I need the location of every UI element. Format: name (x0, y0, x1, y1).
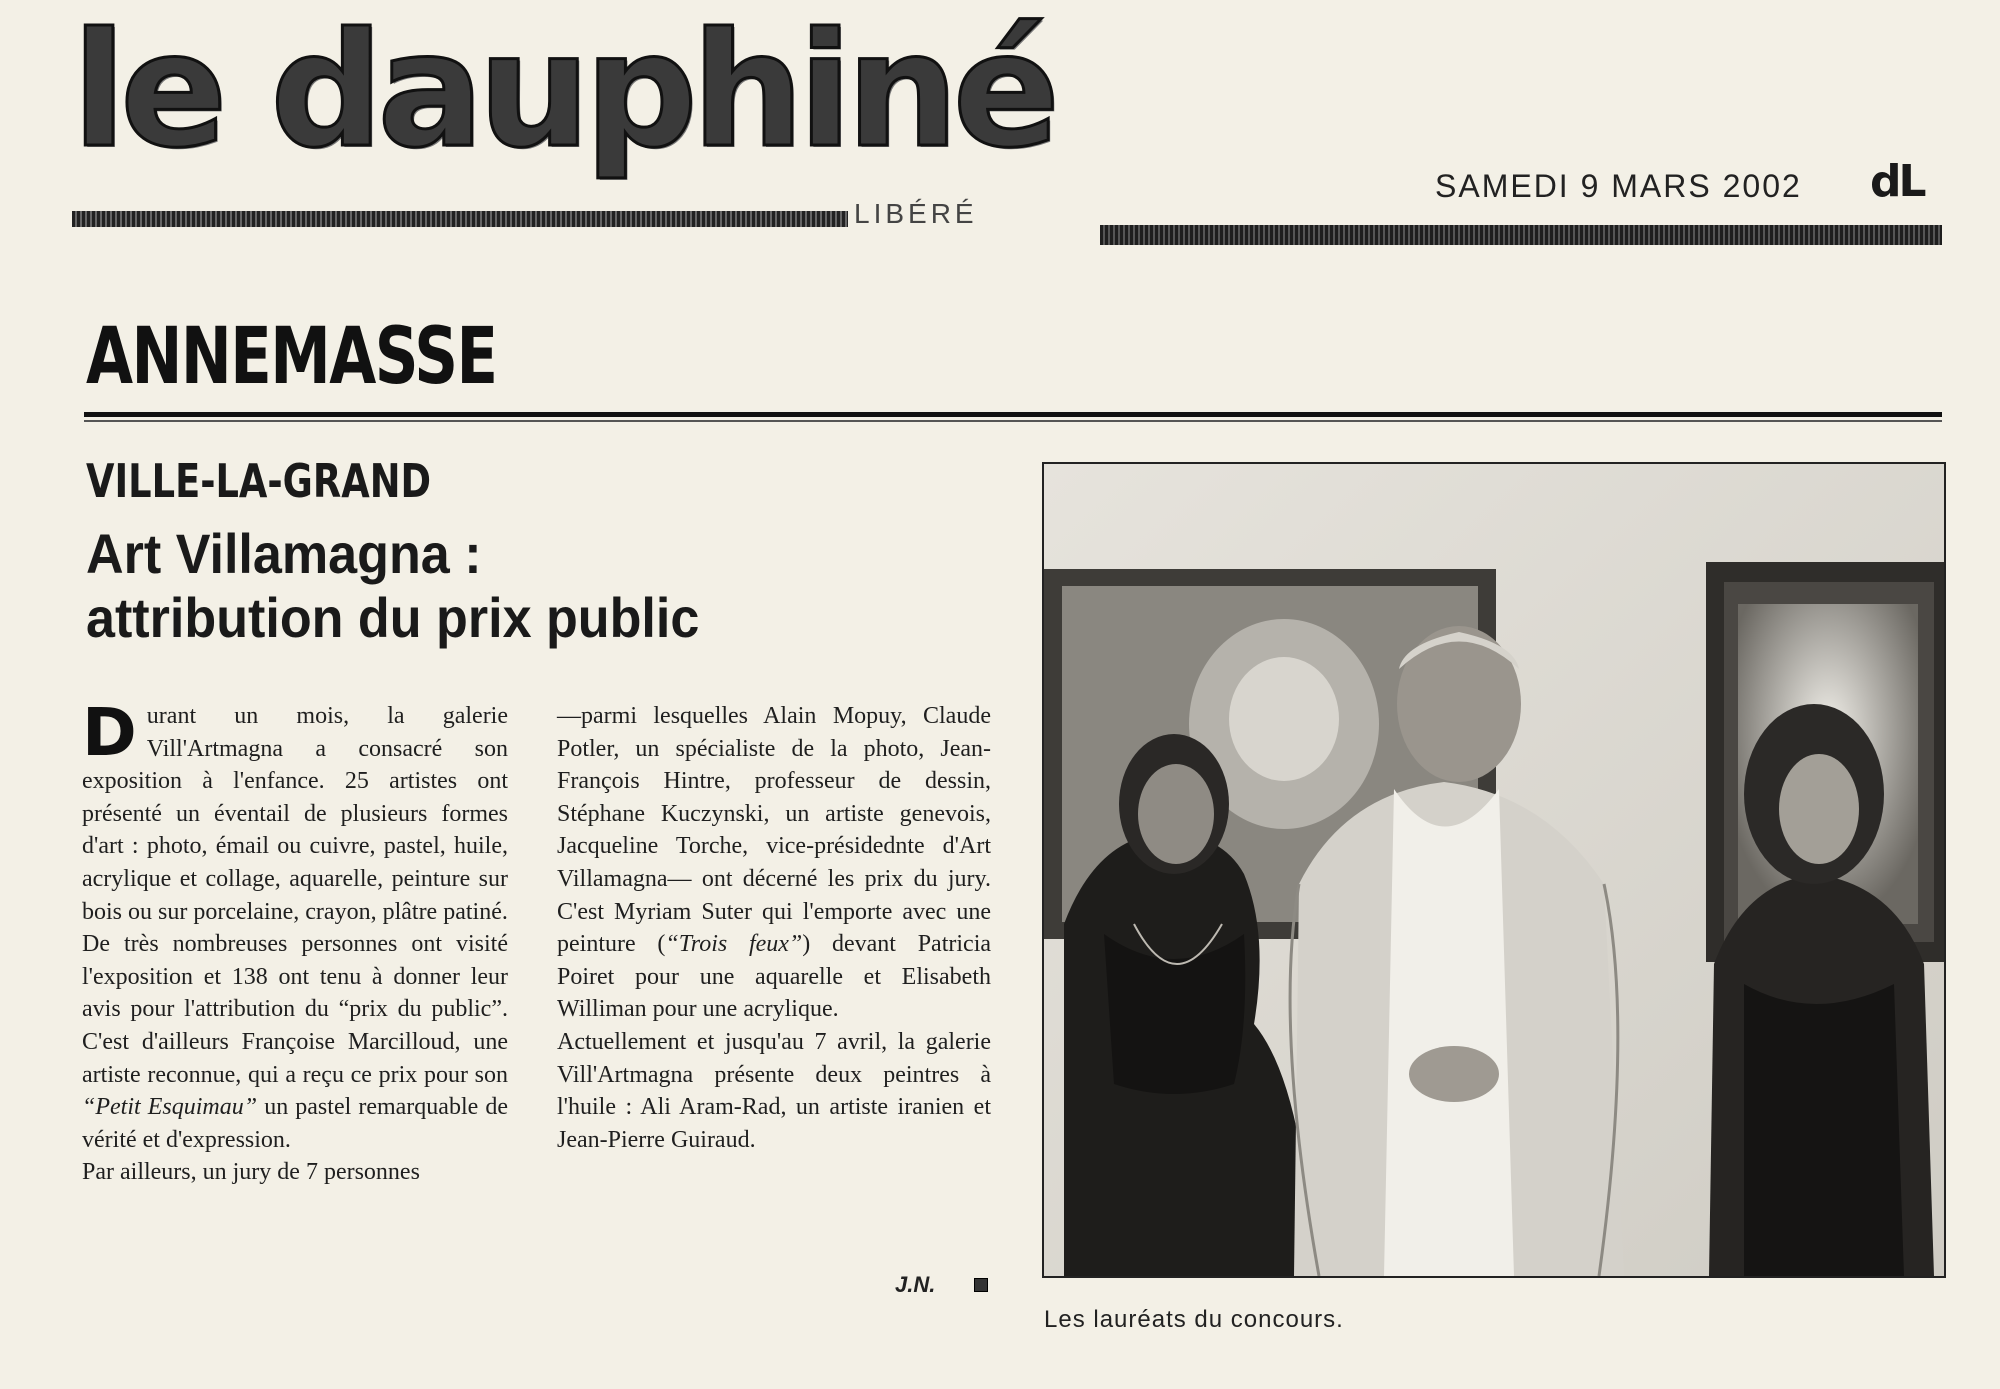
masthead-subtitle: LIBÉRÉ (848, 200, 984, 228)
paragraph-3: Par ailleurs, un jury de 7 personnes (82, 1159, 420, 1186)
section-rule-thin (84, 420, 1942, 422)
section-rule (84, 412, 1942, 417)
article-kicker: VILLE-LA-GRAND (86, 454, 432, 508)
masthead-logo: le dauphiné (72, 0, 1054, 183)
photo-caption: Les lauréats du concours. (1044, 1306, 1344, 1333)
masthead-rule-left (72, 211, 922, 227)
issue-date: SAMEDI 9 MARS 2002 (1435, 168, 1802, 204)
section-title: ANNEMASSE (86, 312, 497, 402)
article-column-2 (557, 700, 991, 1156)
article-column-1 (82, 694, 509, 1189)
headline-line-2: attribution du prix public (86, 586, 700, 649)
paragraph-2: De très nombreuses personnes ont visité l'exposition et 138 ont tenu à donner leur avis pour l'attribution du “prix du public”. C'est d'ailleurs Françoise Marcilloud, une artiste reconnue, qui a reçu ce prix pour son “Petit Esquimau” un pastel remarquable de vérité et d'expression. (82, 931, 509, 1153)
paragraph-1: Durant un mois, la galerie Vill'Artmagna a consacré son exposition à l'enfance. 25 artistes ont présenté un éventail de plusieurs formes d'art : photo, émail ou cuivre, pastel, huile, acrylique et collage, aquarelle, peinture sur bois ou sur porcelaine, crayon, plâtre patiné. (82, 694, 508, 925)
article-photo (1042, 462, 1946, 1278)
photo-illustration (1044, 464, 1944, 1276)
article-headline (86, 522, 699, 650)
paragraph-5: Actuellement et jusqu'au 7 avril, la galerie Vill'Artmagna présente deux peintres à l'huile : Ali Aram-Rad, un artiste iranien et Jean-Pierre Guiraud. (557, 1028, 991, 1153)
dl-logo: dL (1870, 156, 1924, 207)
end-mark (974, 1278, 988, 1292)
article-signature: J.N. (895, 1272, 936, 1297)
headline-line-1: Art Villamagna : (86, 522, 482, 585)
masthead-rule-right (1100, 225, 1942, 245)
paragraph-4: —parmi lesquelles Alain Mopuy, Claude Potler, un spécialiste de la photo, Jean-François Hintre, professeur de dessin, Stéphane Kuczynski, un artiste genevois, Jacqueline Torche, vice-présidednte d'Art Villamagna— ont décerné les prix du jury. C'est Myriam Suter qui l'emporte avec une peinture (“Trois feux”) devant Patricia Poiret pour une aquarelle et Elisabeth Williman pour une acrylique. (557, 703, 992, 1023)
drop-cap: D (82, 694, 137, 771)
